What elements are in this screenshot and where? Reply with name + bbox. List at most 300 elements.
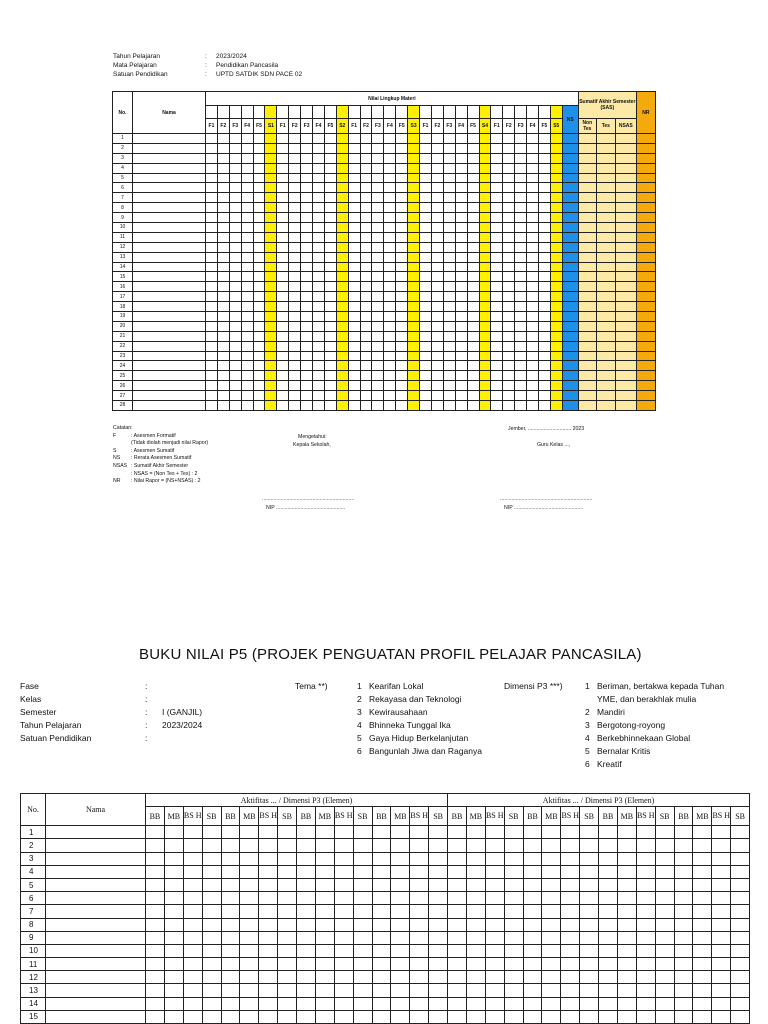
nr-cell xyxy=(636,341,655,351)
score-cell xyxy=(336,351,348,361)
level-header: BB xyxy=(523,807,542,826)
level-cell xyxy=(221,892,240,905)
sas-cell xyxy=(596,282,615,292)
score-cell xyxy=(527,262,539,272)
score-cell xyxy=(408,381,420,391)
score-cell xyxy=(455,213,467,223)
level-cell xyxy=(542,918,561,931)
level-cell xyxy=(372,852,391,865)
level-header: MB xyxy=(315,807,334,826)
row-number: 19 xyxy=(113,312,133,322)
score-cell xyxy=(396,262,408,272)
score-cell xyxy=(467,173,479,183)
score-cell xyxy=(253,341,265,351)
name-cell xyxy=(46,905,146,918)
level-cell xyxy=(429,944,448,957)
tema-text: Rekayasa dan Teknologi xyxy=(369,694,462,704)
sas-cell xyxy=(578,143,596,153)
level-cell xyxy=(146,944,165,957)
sas-cell xyxy=(615,252,636,262)
level-cell xyxy=(202,997,221,1010)
score-cell xyxy=(301,242,313,252)
score-cell xyxy=(348,252,360,262)
score-cell xyxy=(503,232,515,242)
level-cell xyxy=(221,997,240,1010)
score-cell xyxy=(229,292,241,302)
score-cell xyxy=(479,153,491,163)
nr-cell xyxy=(636,371,655,381)
level-cell xyxy=(466,918,485,931)
score-cell xyxy=(301,391,313,401)
score-cell xyxy=(408,242,420,252)
score-cell xyxy=(479,143,491,153)
ns-cell xyxy=(562,163,578,173)
score-cell xyxy=(527,391,539,401)
score-cell xyxy=(384,272,396,282)
sign-left-line2: Kepala Sekolah, xyxy=(293,442,331,448)
score-cell xyxy=(479,213,491,223)
info-sep: : xyxy=(145,733,148,743)
level-cell xyxy=(164,878,183,891)
tema-text: Bangunlah Jiwa dan Raganya xyxy=(369,746,482,756)
level-cell xyxy=(448,984,467,997)
table-row xyxy=(21,958,750,971)
note-value: : Sumatif Akhir Semester xyxy=(131,462,189,469)
level-cell xyxy=(240,958,259,971)
level-cell xyxy=(504,971,523,984)
level-cell xyxy=(712,958,731,971)
score-cell xyxy=(289,153,301,163)
score-cell xyxy=(313,371,325,381)
level-cell xyxy=(636,944,655,957)
score-cell xyxy=(372,153,384,163)
level-cell xyxy=(523,878,542,891)
sas-cell xyxy=(596,163,615,173)
level-cell xyxy=(259,1010,278,1023)
level-cell xyxy=(334,1010,353,1023)
level-cell xyxy=(315,997,334,1010)
score-cell xyxy=(538,381,550,391)
score-cell xyxy=(289,321,301,331)
level-cell xyxy=(372,905,391,918)
subcol-header: S4 xyxy=(479,119,491,134)
score-cell xyxy=(384,173,396,183)
level-cell xyxy=(429,839,448,852)
score-cell xyxy=(527,193,539,203)
level-cell xyxy=(561,931,580,944)
tema-number: 4 xyxy=(357,720,362,730)
score-cell xyxy=(515,381,527,391)
dimensi-text: Bergotong-royong xyxy=(597,720,666,730)
level-cell xyxy=(448,944,467,957)
score-cell xyxy=(324,134,336,144)
name-cell xyxy=(133,134,206,144)
score-cell xyxy=(455,341,467,351)
score-cell xyxy=(206,153,218,163)
score-cell xyxy=(491,401,503,411)
score-cell xyxy=(360,262,372,272)
score-cell xyxy=(206,321,218,331)
score-cell xyxy=(479,381,491,391)
level-cell xyxy=(674,931,693,944)
level-cell xyxy=(372,997,391,1010)
table-row xyxy=(21,839,750,852)
level-cell xyxy=(580,905,599,918)
score-cell xyxy=(396,193,408,203)
score-cell xyxy=(515,143,527,153)
score-cell xyxy=(348,153,360,163)
nr-cell xyxy=(636,134,655,144)
score-cell xyxy=(396,143,408,153)
level-cell xyxy=(278,918,297,931)
score-cell xyxy=(372,391,384,401)
table-row xyxy=(113,272,656,282)
score-cell xyxy=(431,381,443,391)
level-cell xyxy=(259,971,278,984)
sas-cell xyxy=(596,312,615,322)
sign-right-nip: NIP ................................................ xyxy=(504,505,584,511)
score-cell xyxy=(324,361,336,371)
tema-item xyxy=(357,706,507,719)
signature-right xyxy=(500,426,620,514)
p5-table xyxy=(20,793,750,1024)
level-cell xyxy=(674,852,693,865)
level-cell xyxy=(617,944,636,957)
score-cell xyxy=(408,153,420,163)
score-cell xyxy=(229,312,241,322)
sas-cell xyxy=(578,262,596,272)
name-cell xyxy=(133,242,206,252)
score-cell xyxy=(360,183,372,193)
table-row xyxy=(21,984,750,997)
score-cell xyxy=(443,302,455,312)
sign-right-dots: ................................................................ xyxy=(500,496,593,502)
score-cell xyxy=(241,312,253,322)
score-cell xyxy=(455,242,467,252)
level-cell xyxy=(655,878,674,891)
level-cell xyxy=(731,984,750,997)
ns-cell xyxy=(562,213,578,223)
score-cell xyxy=(206,213,218,223)
level-cell xyxy=(429,1010,448,1023)
nama-header: Nama xyxy=(133,92,206,134)
score-cell xyxy=(550,153,562,163)
score-cell xyxy=(479,183,491,193)
nr-cell xyxy=(636,163,655,173)
score-cell xyxy=(431,331,443,341)
level-cell xyxy=(466,931,485,944)
level-cell xyxy=(202,892,221,905)
score-cell xyxy=(265,173,277,183)
score-cell xyxy=(408,252,420,262)
level-cell xyxy=(146,931,165,944)
level-cell xyxy=(599,1010,618,1023)
row-number: 2 xyxy=(113,143,133,153)
row-number: 1 xyxy=(21,826,46,839)
score-cell xyxy=(253,153,265,163)
row-number: 18 xyxy=(113,302,133,312)
row-number: 10 xyxy=(113,223,133,233)
level-cell xyxy=(202,1010,221,1023)
score-cell xyxy=(408,163,420,173)
level-cell xyxy=(353,931,372,944)
info-value: I (GANJIL) xyxy=(162,707,203,717)
score-cell xyxy=(420,272,432,282)
score-cell xyxy=(467,312,479,322)
level-cell xyxy=(410,839,429,852)
score-cell xyxy=(443,153,455,163)
score-cell xyxy=(289,203,301,213)
level-cell xyxy=(542,944,561,957)
header-blank-cell xyxy=(277,106,289,119)
row-number: 1 xyxy=(113,134,133,144)
score-cell xyxy=(277,153,289,163)
level-cell xyxy=(599,918,618,931)
score-cell xyxy=(265,331,277,341)
level-cell xyxy=(240,931,259,944)
row-number: 6 xyxy=(21,892,46,905)
score-cell xyxy=(324,282,336,292)
tema-number: 6 xyxy=(357,746,362,756)
score-cell xyxy=(443,351,455,361)
level-cell xyxy=(202,971,221,984)
level-cell xyxy=(674,905,693,918)
score-cell xyxy=(515,401,527,411)
tema-item xyxy=(357,693,507,706)
level-cell xyxy=(183,865,202,878)
level-cell xyxy=(561,905,580,918)
level-cell xyxy=(164,905,183,918)
level-cell xyxy=(183,918,202,931)
score-cell xyxy=(229,213,241,223)
level-cell xyxy=(429,905,448,918)
subcol-header: F4 xyxy=(527,119,539,134)
score-cell xyxy=(408,134,420,144)
score-cell xyxy=(384,401,396,411)
score-cell xyxy=(372,312,384,322)
header-row xyxy=(113,92,656,106)
level-cell xyxy=(240,971,259,984)
score-cell xyxy=(443,391,455,401)
score-cell xyxy=(455,183,467,193)
sas-cell xyxy=(596,321,615,331)
nr-cell xyxy=(636,143,655,153)
tema-number: 5 xyxy=(357,733,362,743)
dimensi-number: 6 xyxy=(585,759,590,769)
score-cell xyxy=(289,391,301,401)
level-cell xyxy=(523,918,542,931)
score-cell xyxy=(420,312,432,322)
score-cell xyxy=(241,401,253,411)
level-cell xyxy=(542,865,561,878)
level-cell xyxy=(410,826,429,839)
score-cell xyxy=(265,163,277,173)
table-row xyxy=(21,931,750,944)
level-header: MB xyxy=(466,807,485,826)
tema-text: Kearifan Lokal xyxy=(369,681,424,691)
score-cell xyxy=(408,262,420,272)
info-row xyxy=(20,732,270,745)
dimensi-text: Beriman, bertakwa kepada Tuhan xyxy=(597,681,725,691)
level-cell xyxy=(297,984,316,997)
score-cell xyxy=(479,341,491,351)
level-cell xyxy=(712,905,731,918)
level-cell xyxy=(504,944,523,957)
info-value: UPTD SATDIK SDN PACE 02 xyxy=(216,71,303,78)
score-cell xyxy=(420,302,432,312)
score-cell xyxy=(217,242,229,252)
score-cell xyxy=(550,361,562,371)
level-cell xyxy=(561,892,580,905)
level-header: SB xyxy=(353,807,372,826)
score-cell xyxy=(289,134,301,144)
score-cell xyxy=(479,242,491,252)
score-cell xyxy=(420,341,432,351)
level-cell xyxy=(353,865,372,878)
score-cell xyxy=(384,203,396,213)
info-row xyxy=(113,70,333,79)
name-cell xyxy=(46,892,146,905)
group-header: Nilai Lingkup Materi xyxy=(206,92,579,106)
level-cell xyxy=(617,918,636,931)
dimensi-item xyxy=(585,758,765,771)
score-cell xyxy=(348,173,360,183)
score-cell xyxy=(348,203,360,213)
level-cell xyxy=(297,839,316,852)
score-cell xyxy=(515,272,527,282)
score-cell xyxy=(301,341,313,351)
name-cell xyxy=(133,381,206,391)
table-row xyxy=(113,223,656,233)
level-cell xyxy=(693,918,712,931)
info-label: Tahun Pelajaran xyxy=(20,720,82,730)
score-cell xyxy=(301,153,313,163)
name-cell xyxy=(46,971,146,984)
score-cell xyxy=(336,242,348,252)
score-cell xyxy=(265,193,277,203)
level-cell xyxy=(221,944,240,957)
score-cell xyxy=(277,163,289,173)
score-cell xyxy=(538,153,550,163)
score-cell xyxy=(408,193,420,203)
score-cell xyxy=(217,312,229,322)
score-cell xyxy=(253,272,265,282)
score-cell xyxy=(313,381,325,391)
score-cell xyxy=(384,262,396,272)
row-number: 13 xyxy=(21,984,46,997)
subcol-header: F5 xyxy=(396,119,408,134)
score-cell xyxy=(515,262,527,272)
info-label: Satuan Pendidikan xyxy=(113,71,168,78)
level-cell xyxy=(561,944,580,957)
score-cell xyxy=(550,143,562,153)
score-cell xyxy=(253,282,265,292)
score-cell xyxy=(206,351,218,361)
score-cell xyxy=(538,232,550,242)
score-cell xyxy=(420,282,432,292)
level-cell xyxy=(636,839,655,852)
score-cell xyxy=(396,203,408,213)
score-cell xyxy=(372,223,384,233)
score-cell xyxy=(455,193,467,203)
score-cell xyxy=(348,163,360,173)
score-cell xyxy=(289,302,301,312)
score-cell xyxy=(372,193,384,203)
score-cell xyxy=(503,173,515,183)
score-cell xyxy=(384,341,396,351)
score-cell xyxy=(241,272,253,282)
score-cell xyxy=(313,173,325,183)
info-row xyxy=(20,706,270,719)
sas-cell xyxy=(615,312,636,322)
ns-cell xyxy=(562,381,578,391)
score-cell xyxy=(253,134,265,144)
score-cell xyxy=(491,272,503,282)
score-cell xyxy=(443,183,455,193)
score-cell xyxy=(479,371,491,381)
score-cell xyxy=(265,213,277,223)
dimensi-text: Mandiri xyxy=(597,707,625,717)
score-cell xyxy=(455,173,467,183)
score-cell xyxy=(229,232,241,242)
tema-number: 3 xyxy=(357,707,362,717)
score-cell xyxy=(503,391,515,401)
score-cell xyxy=(241,341,253,351)
score-cell xyxy=(443,371,455,381)
score-cell xyxy=(253,143,265,153)
header-blank-cell xyxy=(324,106,336,119)
score-cell xyxy=(396,391,408,401)
level-cell xyxy=(617,1010,636,1023)
nr-cell xyxy=(636,183,655,193)
score-cell xyxy=(431,321,443,331)
level-cell xyxy=(504,931,523,944)
level-cell xyxy=(466,839,485,852)
sas-subcol-header: NSAS xyxy=(615,119,636,134)
score-cell xyxy=(455,134,467,144)
level-cell xyxy=(617,931,636,944)
row-number: 3 xyxy=(21,852,46,865)
sas-cell xyxy=(615,361,636,371)
score-cell xyxy=(455,262,467,272)
score-cell xyxy=(443,134,455,144)
score-cell xyxy=(408,391,420,401)
score-cell xyxy=(384,282,396,292)
score-cell xyxy=(443,401,455,411)
score-cell xyxy=(277,282,289,292)
header-blank-cell xyxy=(455,106,467,119)
score-cell xyxy=(277,321,289,331)
level-cell xyxy=(353,826,372,839)
score-cell xyxy=(420,252,432,262)
score-cell xyxy=(538,252,550,262)
nr-cell xyxy=(636,203,655,213)
score-cell xyxy=(313,331,325,341)
table-row xyxy=(113,302,656,312)
score-cell xyxy=(396,381,408,391)
nr-cell xyxy=(636,252,655,262)
score-cell xyxy=(229,242,241,252)
name-cell xyxy=(46,839,146,852)
score-cell xyxy=(277,134,289,144)
sas-cell xyxy=(578,341,596,351)
score-cell xyxy=(301,272,313,282)
ns-cell xyxy=(562,183,578,193)
score-cell xyxy=(360,153,372,163)
score-cell xyxy=(550,134,562,144)
score-cell xyxy=(503,143,515,153)
score-cell xyxy=(289,401,301,411)
